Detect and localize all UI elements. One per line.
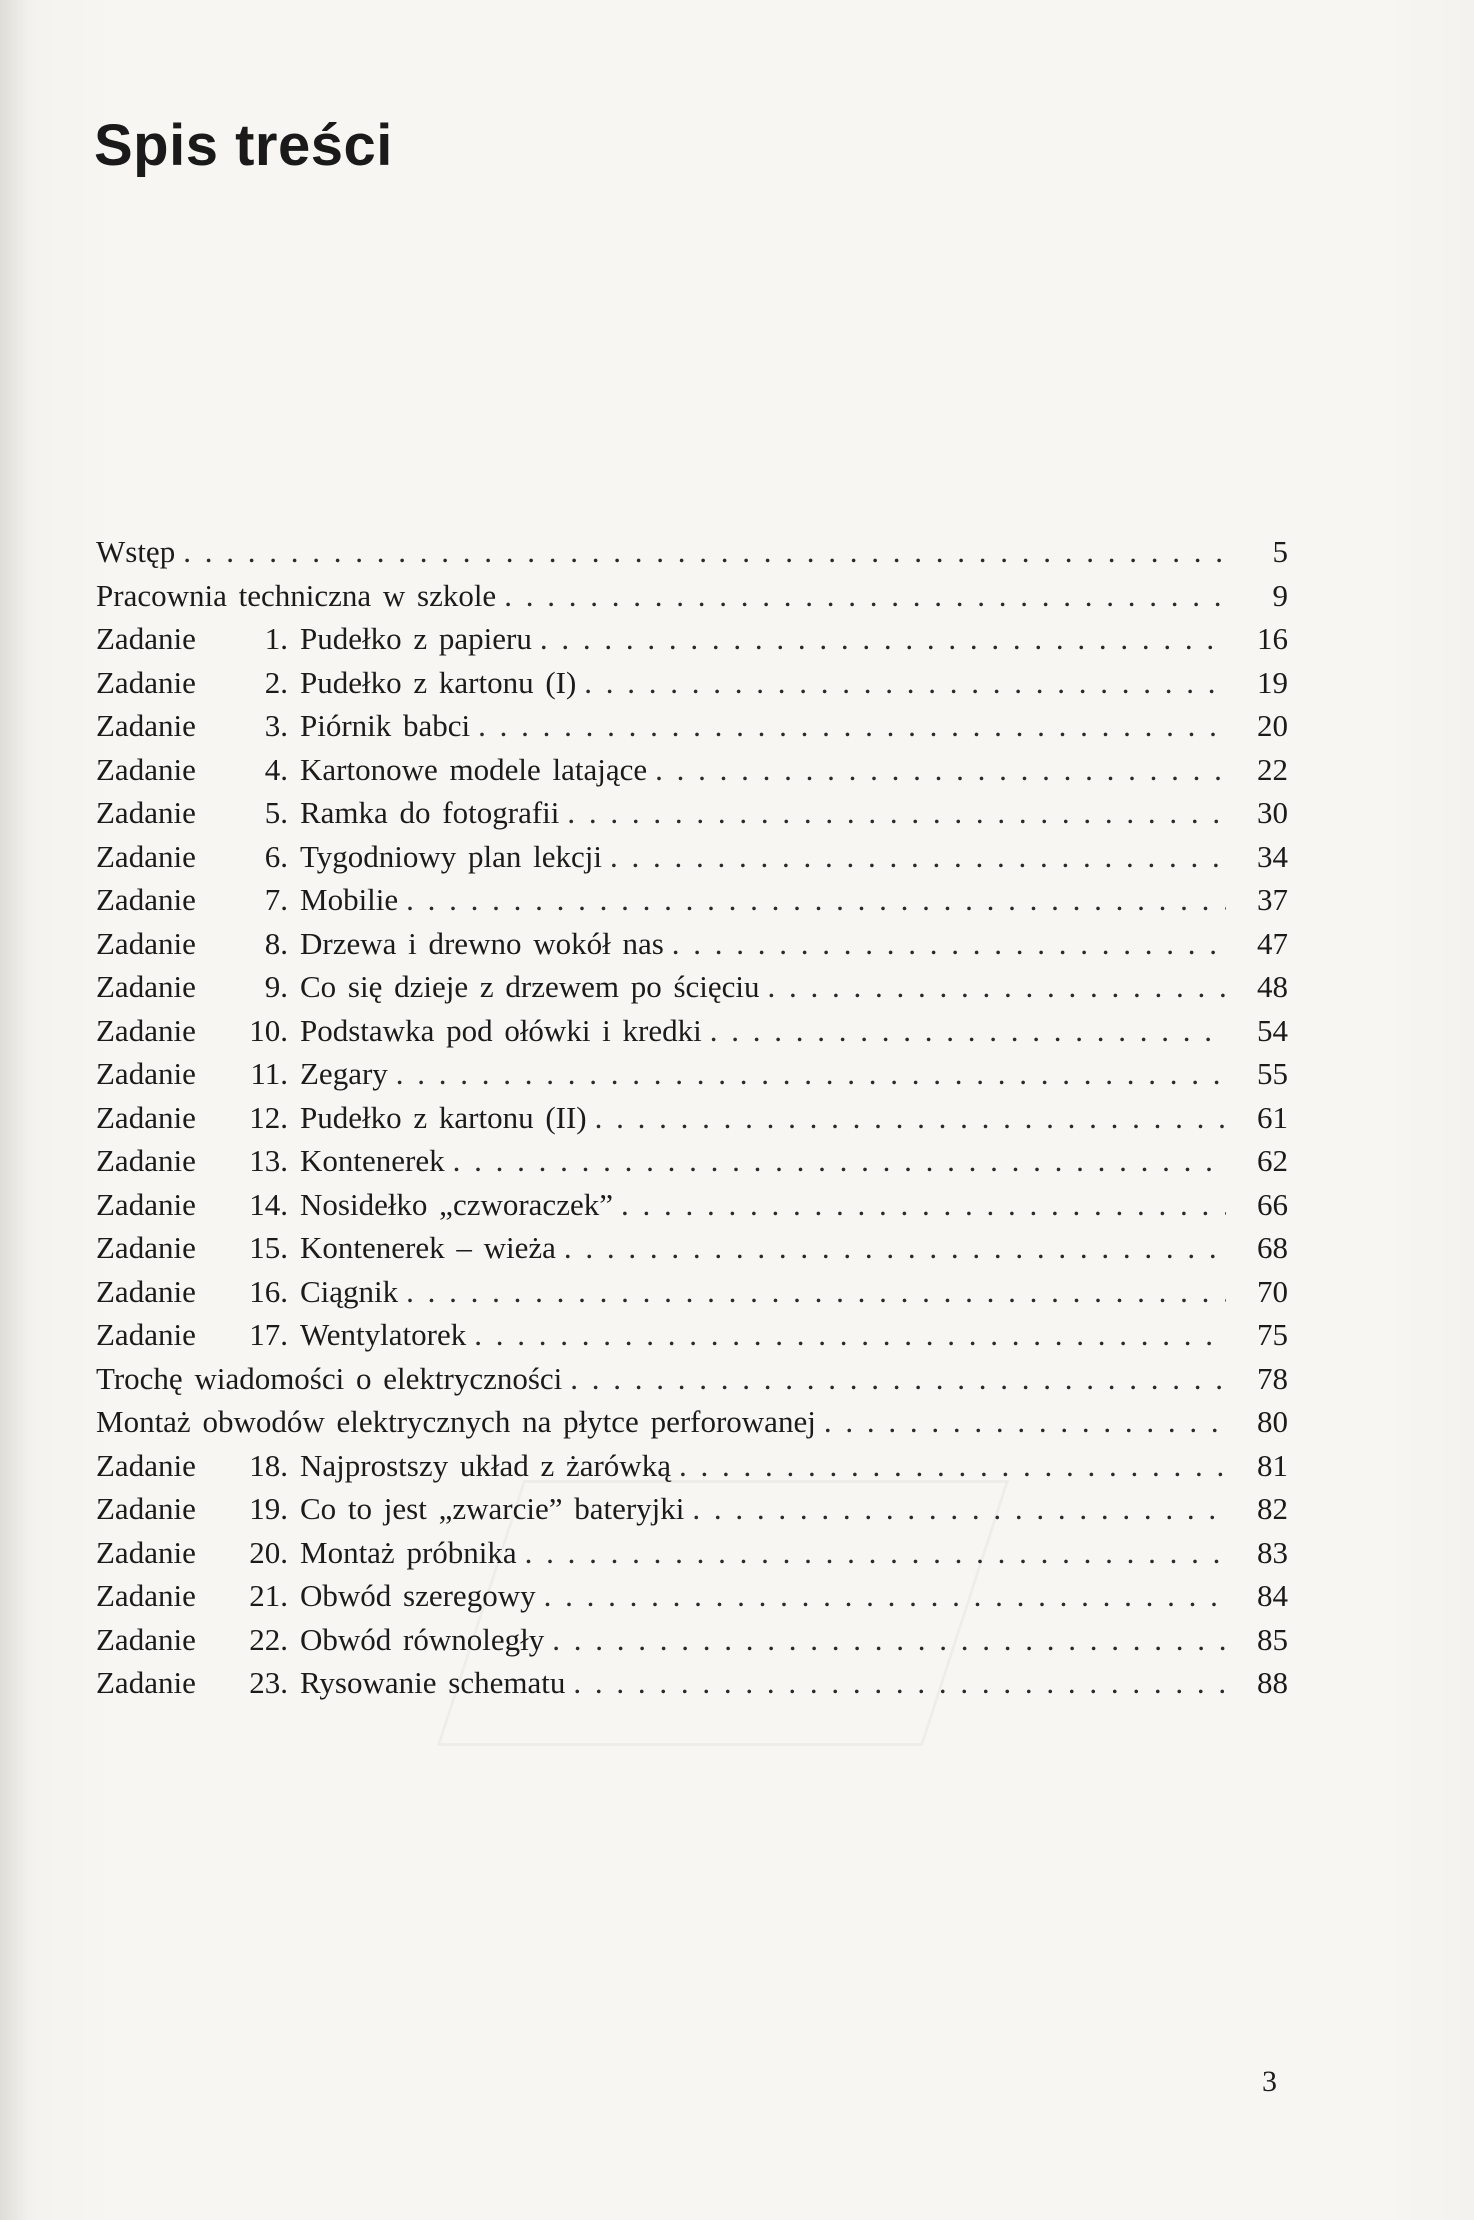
toc-entry[interactable] bbox=[96, 1270, 1288, 1314]
toc-entry-prefix: Zadanie bbox=[96, 969, 196, 1004]
toc-entry-title: Co to jest „zwarcie” bateryjki bbox=[300, 1491, 685, 1526]
toc-entry-number: 13. bbox=[249, 1143, 288, 1178]
toc-entry-title: Zegary bbox=[300, 1056, 388, 1091]
toc-entry-page: 66 bbox=[1257, 1186, 1288, 1222]
toc-entry-prefix: Zadanie bbox=[96, 882, 196, 917]
toc-entry-prefix: Zadanie bbox=[96, 1317, 196, 1352]
toc-entry[interactable] bbox=[96, 1313, 1288, 1357]
toc-entry-page: 84 bbox=[1257, 1578, 1288, 1613]
toc-entry-number: 7. bbox=[264, 882, 288, 917]
toc-entry-number: 2. bbox=[264, 664, 288, 700]
toc-leader-dots bbox=[816, 1400, 1226, 1444]
toc-leader-dots bbox=[559, 791, 1226, 835]
toc-entry-number: 11. bbox=[250, 1056, 288, 1091]
toc-entry[interactable] bbox=[96, 574, 1288, 618]
toc-leader-dots bbox=[175, 530, 1226, 574]
toc-entry-prefix: Zadanie bbox=[96, 795, 196, 830]
toc-leader-dots bbox=[496, 574, 1226, 618]
toc-entry[interactable] bbox=[96, 878, 1288, 922]
toc-entry-page: 19 bbox=[1257, 664, 1288, 700]
toc-entry-prefix: Zadanie bbox=[96, 1230, 196, 1265]
toc-leader-dots bbox=[556, 1226, 1226, 1270]
toc-entry-title: Kartonowe modele latające bbox=[300, 751, 648, 787]
toc-entry-number: 23. bbox=[249, 1665, 288, 1700]
toc-entry-title: Mobilie bbox=[300, 882, 399, 917]
toc-entry-page: 5 bbox=[1272, 534, 1288, 569]
toc-entry-page: 80 bbox=[1257, 1404, 1288, 1439]
toc-entry-number: 22. bbox=[249, 1621, 288, 1657]
toc-entry-prefix: Zadanie bbox=[96, 1012, 196, 1048]
page-title: Spis treści bbox=[94, 113, 393, 178]
toc-entry-number: 10. bbox=[249, 1012, 288, 1048]
toc-entry-page: 70 bbox=[1257, 1273, 1288, 1309]
spine-shadow bbox=[0, 0, 28, 2220]
toc-leader-dots bbox=[532, 617, 1226, 661]
toc-entry-title: Piórnik babci bbox=[300, 708, 471, 743]
toc-leader-dots bbox=[398, 1270, 1226, 1314]
toc-entry[interactable] bbox=[96, 1357, 1288, 1401]
toc-entry-title: Pudełko z papieru bbox=[300, 621, 532, 656]
toc-entry-number: 19. bbox=[249, 1491, 288, 1526]
toc-leader-dots bbox=[602, 835, 1226, 879]
toc-entry-page: 83 bbox=[1257, 1534, 1288, 1570]
toc-entry-page: 78 bbox=[1257, 1360, 1288, 1396]
toc-entry-number: 18. bbox=[249, 1447, 288, 1483]
toc-entry-title: Drzewa i drewno wokół nas bbox=[300, 925, 664, 961]
toc-entry-prefix: Zadanie bbox=[96, 708, 196, 743]
toc-entry-page: 9 bbox=[1272, 577, 1288, 613]
toc-entry-page: 22 bbox=[1257, 751, 1288, 787]
toc-entry-page: 47 bbox=[1257, 925, 1288, 961]
toc-entry[interactable] bbox=[96, 1226, 1288, 1270]
toc-entry-number: 1. bbox=[264, 621, 288, 656]
toc-entry-number: 16. bbox=[249, 1273, 288, 1309]
toc-entry[interactable] bbox=[96, 1096, 1288, 1140]
toc-entry[interactable] bbox=[96, 1618, 1288, 1662]
toc-entry[interactable] bbox=[96, 1444, 1288, 1488]
toc-entry-title: Tygodniowy plan lekcji bbox=[300, 838, 603, 874]
toc-entry-number: 15. bbox=[249, 1230, 288, 1265]
toc-entry[interactable] bbox=[96, 1009, 1288, 1053]
toc-entry-title: Ramka do fotografii bbox=[300, 795, 560, 830]
toc-entry[interactable] bbox=[96, 791, 1288, 835]
toc-entry-title: Montaż próbnika bbox=[300, 1534, 517, 1570]
toc-entry-title: Obwód równoległy bbox=[300, 1621, 545, 1657]
toc-entry-number: 3. bbox=[264, 708, 288, 743]
toc-entry-title: Wentylatorek bbox=[300, 1317, 467, 1352]
toc-entry-page: 82 bbox=[1257, 1491, 1288, 1526]
toc-entry-title: Kontenerek bbox=[300, 1143, 445, 1178]
toc-leader-dots bbox=[544, 1618, 1226, 1662]
toc-entry-title: Rysowanie schematu bbox=[300, 1665, 566, 1700]
toc-leader-dots bbox=[470, 704, 1226, 748]
toc-entry-number: 6. bbox=[264, 838, 288, 874]
toc-entry-prefix: Zadanie bbox=[96, 664, 196, 700]
toc-leader-dots bbox=[466, 1313, 1226, 1357]
toc-entry[interactable] bbox=[96, 922, 1288, 966]
toc-entry-prefix: Zadanie bbox=[96, 1056, 196, 1091]
toc-entry-title: Trochę wiadomości o elektryczności bbox=[96, 1360, 563, 1396]
toc-entry-page: 55 bbox=[1257, 1056, 1288, 1091]
page-number: 3 bbox=[1262, 2065, 1277, 2098]
toc-leader-dots bbox=[388, 1052, 1226, 1096]
toc-entry-title: Co się dzieje z drzewem po ścięciu bbox=[300, 969, 760, 1004]
toc-entry-prefix: Zadanie bbox=[96, 1665, 196, 1700]
toc-entry-title: Pudełko z kartonu (II) bbox=[300, 1099, 587, 1135]
toc-entry[interactable] bbox=[96, 617, 1288, 661]
toc-entry-prefix: Zadanie bbox=[96, 1578, 196, 1613]
toc-entry-title: Pracownia techniczna w szkole bbox=[96, 577, 497, 613]
toc-leader-dots bbox=[576, 661, 1226, 705]
toc-leader-dots bbox=[684, 1487, 1226, 1531]
toc-entry-page: 62 bbox=[1257, 1143, 1288, 1178]
toc-entry[interactable] bbox=[96, 1661, 1288, 1705]
toc-entry[interactable] bbox=[96, 1487, 1288, 1531]
toc-leader-dots bbox=[647, 748, 1226, 792]
toc-leader-dots bbox=[445, 1139, 1226, 1183]
toc-entry-prefix: Zadanie bbox=[96, 1099, 196, 1135]
toc-entry-prefix: Zadanie bbox=[96, 1273, 196, 1309]
toc-leader-dots bbox=[562, 1357, 1226, 1401]
toc-entry-number: 8. bbox=[264, 925, 288, 961]
toc-entry-prefix: Zadanie bbox=[96, 621, 196, 656]
toc-entry[interactable] bbox=[96, 704, 1288, 748]
toc-entry-page: 30 bbox=[1257, 795, 1288, 830]
toc-leader-dots bbox=[536, 1574, 1226, 1618]
toc-entry-title: Najprostszy układ z żarówką bbox=[300, 1447, 671, 1483]
toc-entry[interactable] bbox=[96, 1183, 1288, 1227]
toc-leader-dots bbox=[587, 1096, 1226, 1140]
toc-entry-number: 4. bbox=[264, 751, 288, 787]
toc-entry-prefix: Zadanie bbox=[96, 1447, 196, 1483]
toc-entry[interactable] bbox=[96, 965, 1288, 1009]
toc-entry-page: 88 bbox=[1257, 1665, 1288, 1700]
toc-entry-prefix: Zadanie bbox=[96, 1621, 196, 1657]
toc-entry-prefix: Zadanie bbox=[96, 1186, 196, 1222]
toc-entry[interactable] bbox=[96, 1400, 1288, 1444]
toc-entry-page: 81 bbox=[1257, 1447, 1288, 1483]
toc-entry-number: 5. bbox=[264, 795, 288, 830]
toc-entry-title: Wstęp bbox=[96, 534, 176, 569]
toc-entry-page: 16 bbox=[1257, 621, 1288, 656]
toc-leader-dots bbox=[702, 1009, 1226, 1053]
toc-entry-number: 20. bbox=[249, 1534, 288, 1570]
toc-entry-title: Kontenerek – wieża bbox=[300, 1230, 556, 1265]
toc-leader-dots bbox=[398, 878, 1226, 922]
toc-entry-prefix: Zadanie bbox=[96, 1534, 196, 1570]
toc-entry-prefix: Zadanie bbox=[96, 1143, 196, 1178]
toc-entry-title: Podstawka pod ołówki i kredki bbox=[300, 1012, 702, 1048]
toc-leader-dots bbox=[664, 922, 1226, 966]
toc-entry[interactable] bbox=[96, 1052, 1288, 1096]
toc-entry-page: 54 bbox=[1257, 1012, 1288, 1048]
toc-entry-page: 37 bbox=[1257, 882, 1288, 917]
toc-entry-prefix: Zadanie bbox=[96, 751, 196, 787]
toc-entry[interactable] bbox=[96, 835, 1288, 879]
toc-entry[interactable] bbox=[96, 748, 1288, 792]
toc-entry-page: 85 bbox=[1257, 1621, 1288, 1657]
toc-entry-prefix: Zadanie bbox=[96, 1491, 196, 1526]
toc-entry[interactable] bbox=[96, 1139, 1288, 1183]
toc-entry-page: 48 bbox=[1257, 969, 1288, 1004]
toc-entry[interactable] bbox=[96, 1574, 1288, 1618]
toc-entry-prefix: Zadanie bbox=[96, 925, 196, 961]
toc-entry-number: 21. bbox=[249, 1578, 288, 1613]
toc-entry-title: Nosidełko „czworaczek” bbox=[300, 1186, 613, 1222]
toc-entry-page: 68 bbox=[1257, 1230, 1288, 1265]
toc-leader-dots bbox=[760, 965, 1226, 1009]
toc-entry-number: 9. bbox=[264, 969, 288, 1004]
toc-leader-dots bbox=[613, 1183, 1226, 1227]
toc-entry-number: 12. bbox=[249, 1099, 288, 1135]
toc-entry-title: Obwód szeregowy bbox=[300, 1578, 536, 1613]
toc-entry-page: 20 bbox=[1257, 708, 1288, 743]
toc-entry-page: 34 bbox=[1257, 838, 1288, 874]
toc-entry-page: 61 bbox=[1257, 1099, 1288, 1135]
table-of-contents bbox=[96, 530, 1288, 1705]
toc-entry-title: Ciągnik bbox=[300, 1273, 399, 1309]
toc-leader-dots bbox=[565, 1661, 1226, 1705]
toc-entry-number: 17. bbox=[249, 1317, 288, 1352]
toc-entry-number: 14. bbox=[249, 1186, 288, 1222]
toc-entry-title: Montaż obwodów elektrycznych na płytce perforowanej bbox=[96, 1404, 816, 1439]
toc-entry[interactable] bbox=[96, 530, 1288, 574]
toc-entry-prefix: Zadanie bbox=[96, 838, 196, 874]
toc-entry-title: Pudełko z kartonu (I) bbox=[300, 664, 577, 700]
toc-leader-dots bbox=[671, 1444, 1226, 1488]
toc-leader-dots bbox=[517, 1531, 1226, 1575]
toc-entry[interactable] bbox=[96, 661, 1288, 705]
toc-entry[interactable] bbox=[96, 1531, 1288, 1575]
toc-entry-page: 75 bbox=[1257, 1317, 1288, 1352]
